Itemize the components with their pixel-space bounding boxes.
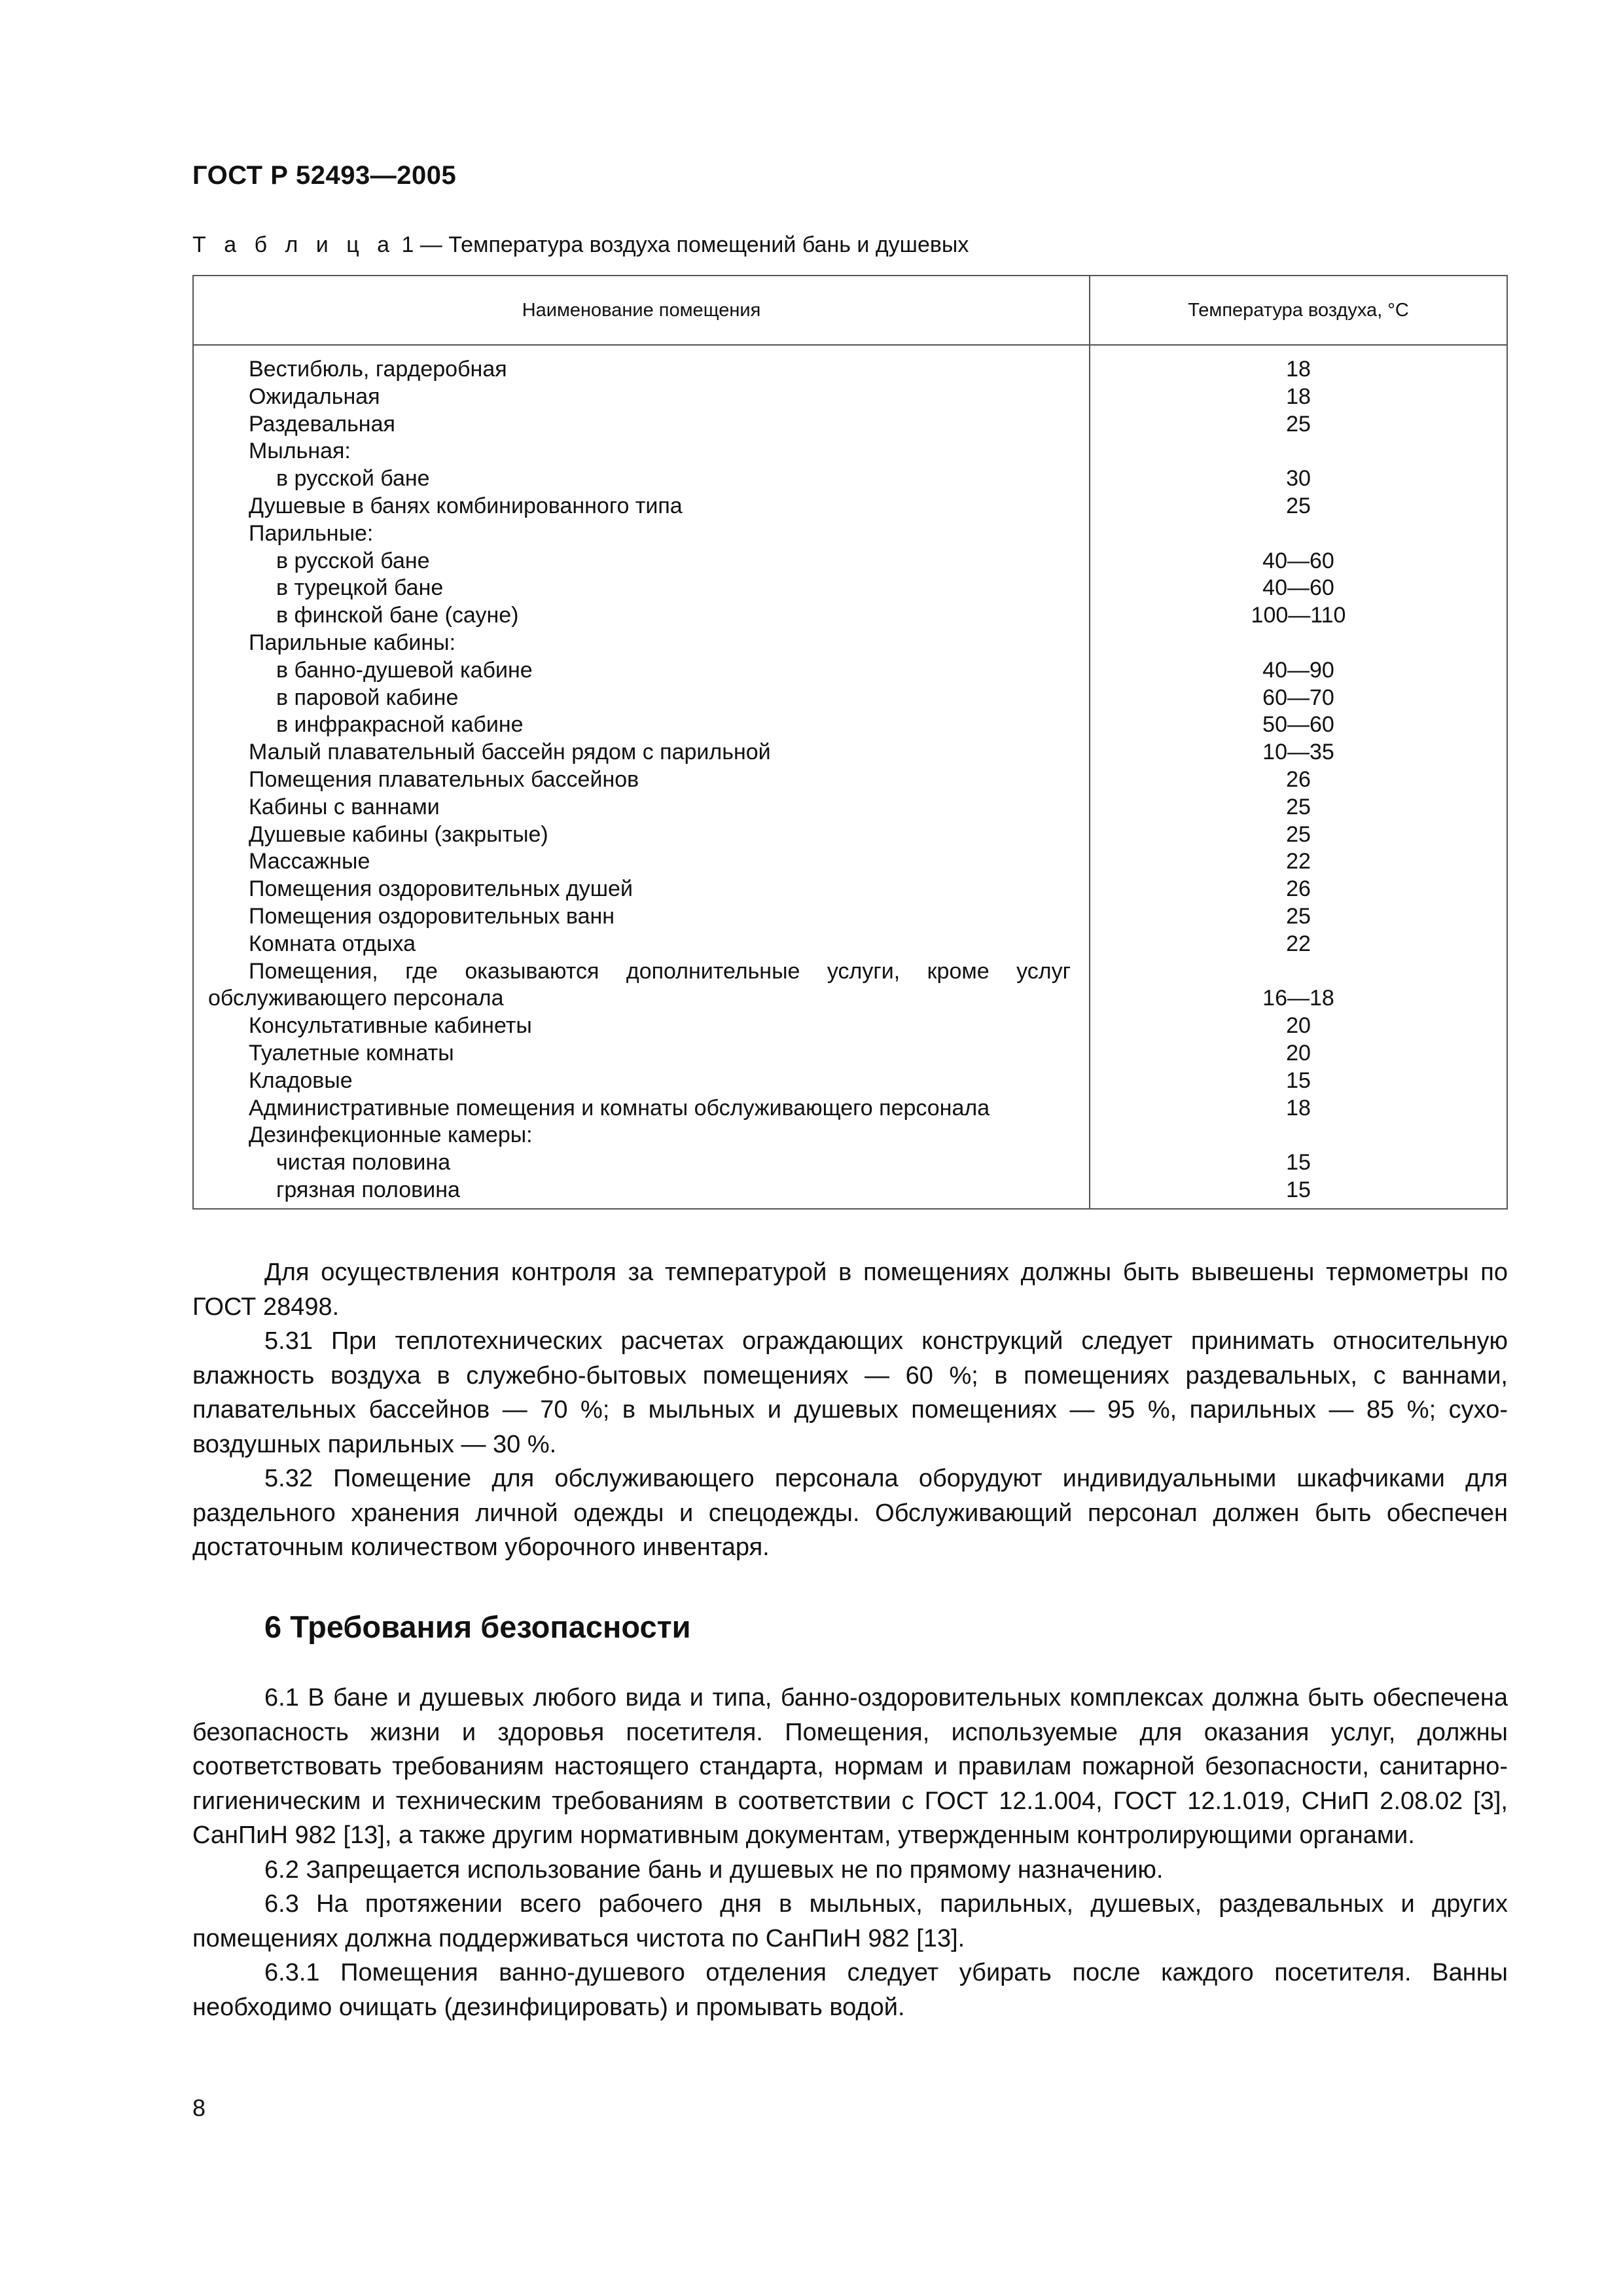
room-temperature: 22: [1286, 849, 1311, 874]
room-temperature: 40—60: [1262, 575, 1334, 601]
room-temperature: 40—90: [1262, 657, 1334, 683]
table-row: [194, 848, 1507, 876]
section-heading: 6 Требования безопасности: [264, 1609, 691, 1644]
room-name: Массажные: [249, 849, 370, 874]
table-row: [194, 575, 1507, 602]
room-name: Административные помещения и комнаты обслуживающего персонала: [249, 1095, 990, 1121]
room-temperature: 50—60: [1262, 712, 1334, 738]
paragraph-block-5: [192, 1255, 1508, 1565]
page-number: 8: [192, 2094, 206, 2121]
table-row: [194, 794, 1507, 821]
room-temperature: 25: [1286, 493, 1311, 518]
room-name: Мыльная:: [249, 439, 351, 464]
table-row: [194, 384, 1507, 411]
room-name: Помещения плавательных бассейнов: [249, 766, 639, 792]
table-row: [194, 766, 1507, 794]
room-temperature: 25: [1286, 411, 1311, 437]
table-row: [194, 356, 1507, 384]
room-temperature: 60—70: [1262, 685, 1334, 710]
room-temperature: 18: [1286, 1095, 1311, 1121]
room-temperature: 15: [1286, 1067, 1311, 1093]
room-temperature: 20: [1286, 1040, 1311, 1066]
room-temperature: 20: [1286, 1013, 1311, 1039]
table-row: [194, 821, 1507, 849]
table-caption: [192, 232, 969, 258]
table-row: [194, 1122, 1507, 1149]
room-temperature: 10—35: [1262, 740, 1334, 765]
paragraph-6-2: 6.2 Запрещается использование бань и душевых не по прямому назначению.: [264, 1856, 1164, 1884]
room-name: в русской бане: [276, 548, 430, 573]
room-name: в паровой кабине: [276, 685, 459, 710]
table-row: [194, 739, 1507, 766]
table-caption-label: Т а б л и ц а: [192, 232, 396, 257]
room-name: Раздевальная: [249, 411, 395, 437]
table-row: [194, 438, 1507, 465]
room-name: Помещения, где оказываются дополнительные услуги, кроме услуг: [249, 958, 1071, 984]
room-temperature: 25: [1286, 821, 1311, 847]
table-row: [194, 630, 1507, 657]
paragraph-6-3-1: 6.3.1 Помещения ванно-душевого отделения следует убирать после каждого посетителя. Ванны необходимо очищать (дезинфицировать) и промывать водой.: [192, 1959, 1508, 2021]
room-name: Дезинфекционные камеры:: [249, 1122, 533, 1148]
table-row: [194, 931, 1507, 958]
table-header-divider: [194, 344, 1507, 346]
room-name: в банно-душевой кабине: [276, 657, 533, 683]
table-row: [194, 520, 1507, 548]
table-row: [194, 465, 1507, 493]
room-name: в русской бане: [276, 466, 430, 492]
table-row: [194, 903, 1507, 931]
room-temperature: 30: [1286, 466, 1311, 492]
document-code: ГОСТ Р 52493—2005: [192, 161, 457, 190]
room-temperature: 26: [1286, 876, 1311, 902]
room-name: Малый плавательный бассейн рядом с парильной: [249, 740, 771, 765]
room-name: Вестибюль, гардеробная: [249, 357, 507, 382]
room-name: в инфракрасной кабине: [276, 712, 524, 738]
table-row: [194, 685, 1507, 712]
table-row: [194, 876, 1507, 903]
room-temperature: 15: [1286, 1177, 1311, 1202]
table-header-temperature: Температура воздуха, °С: [1188, 299, 1409, 321]
table-row: [194, 411, 1507, 439]
table-caption-text: 1 — Температура воздуха помещений бань и душевых: [401, 232, 969, 257]
table-row: [194, 1040, 1507, 1067]
paragraph-block-6: [192, 1681, 1508, 2024]
room-name: в финской бане (сауне): [276, 603, 519, 628]
table-row: [194, 1013, 1507, 1040]
paragraph-6-1: 6.1 В бане и душевых любого вида и типа, банно-оздоровительных комплексах должна быть обеспечена безопасность жизни и здоровья посетителя. Помещения, используемые для оказания услуг, должны соответствовать требованиям настоящего стандарта, нормам и правилам пожарной безопасности, санитарно-гигиеническим и техническим требованиям в соответствии с ГОСТ 12.1.004, ГОСТ 12.1.019, СНиП 2.08.02 [3], СанПиН 982 [13], а также другим нормативным документам, утвержденным контролирующими органами.: [192, 1684, 1508, 1849]
table-body: [194, 356, 1507, 1204]
table-row: [194, 958, 1507, 986]
table-row: [194, 602, 1507, 630]
room-temperature: 40—60: [1262, 548, 1334, 573]
paragraph-6-3: 6.3 На протяжении всего рабочего дня в мыльных, парильных, душевых, раздевальных и других помещениях должна поддерживаться чистота по СанПиН 982 [13].: [192, 1890, 1508, 1952]
room-temperature: 18: [1286, 357, 1311, 382]
table-row: [194, 548, 1507, 575]
table-header-name: Наименование помещения: [522, 299, 761, 321]
room-temperature: 25: [1286, 903, 1311, 929]
room-name: Ожидальная: [249, 384, 380, 409]
table-row: [194, 985, 1507, 1013]
room-name: Туалетные комнаты: [249, 1040, 454, 1066]
paragraph-5-31: 5.31 При теплотехнических расчетах ограждающих конструкций следует принимать относительную влажность воздуха в служебно-бытовых помещениях — 60 %; в помещениях раздевальных, с ваннами, плавательных бассейнов — 70 %; в мыльных и душевых помещениях — 95 %, парильных — 85 %; сухо-воздушных парильных — 30 %.: [192, 1327, 1508, 1458]
temperature-table: [192, 275, 1508, 1210]
table-row: [194, 657, 1507, 685]
room-name: Помещения оздоровительных душей: [249, 876, 633, 902]
room-name: в турецкой бане: [276, 575, 444, 601]
table-row: [194, 1095, 1507, 1122]
table-row: [194, 1149, 1507, 1177]
room-temperature: 15: [1286, 1150, 1311, 1175]
room-name: грязная половина: [276, 1177, 460, 1202]
table-row: [194, 1067, 1507, 1095]
room-temperature: 100—110: [1251, 603, 1346, 628]
room-name: Комната отдыха: [249, 931, 416, 956]
room-temperature: 16—18: [1262, 986, 1334, 1011]
room-name: Кабины с ваннами: [249, 794, 440, 819]
room-temperature: 18: [1286, 384, 1311, 409]
room-name: обслуживающего персонала: [208, 986, 504, 1011]
paragraph-thermometers: Для осуществления контроля за температурой в помещениях должны быть вывешены термометры по ГОСТ 28498.: [192, 1259, 1508, 1321]
room-name: Душевые в банях комбинированного типа: [249, 493, 683, 518]
room-name: Парильные:: [249, 520, 374, 546]
room-temperature: 22: [1286, 931, 1311, 956]
room-name: Душевые кабины (закрытые): [249, 821, 548, 847]
table-row: [194, 1177, 1507, 1204]
room-name: Парильные кабины:: [249, 630, 456, 655]
room-temperature: 25: [1286, 794, 1311, 819]
room-name: Помещения оздоровительных ванн: [249, 903, 615, 929]
room-temperature: 26: [1286, 766, 1311, 792]
room-name: Консультативные кабинеты: [249, 1013, 532, 1039]
room-name: Кладовые: [249, 1067, 353, 1093]
table-row: [194, 493, 1507, 520]
table-row: [194, 711, 1507, 739]
paragraph-5-32: 5.32 Помещение для обслуживающего персонала оборудуют индивидуальными шкафчиками для раздельного хранения личной одежды и спецодежды. Обслуживающий персонал должен быть обеспечен достаточным количеством уборочного инвентаря.: [192, 1465, 1508, 1561]
room-name: чистая половина: [276, 1150, 451, 1175]
